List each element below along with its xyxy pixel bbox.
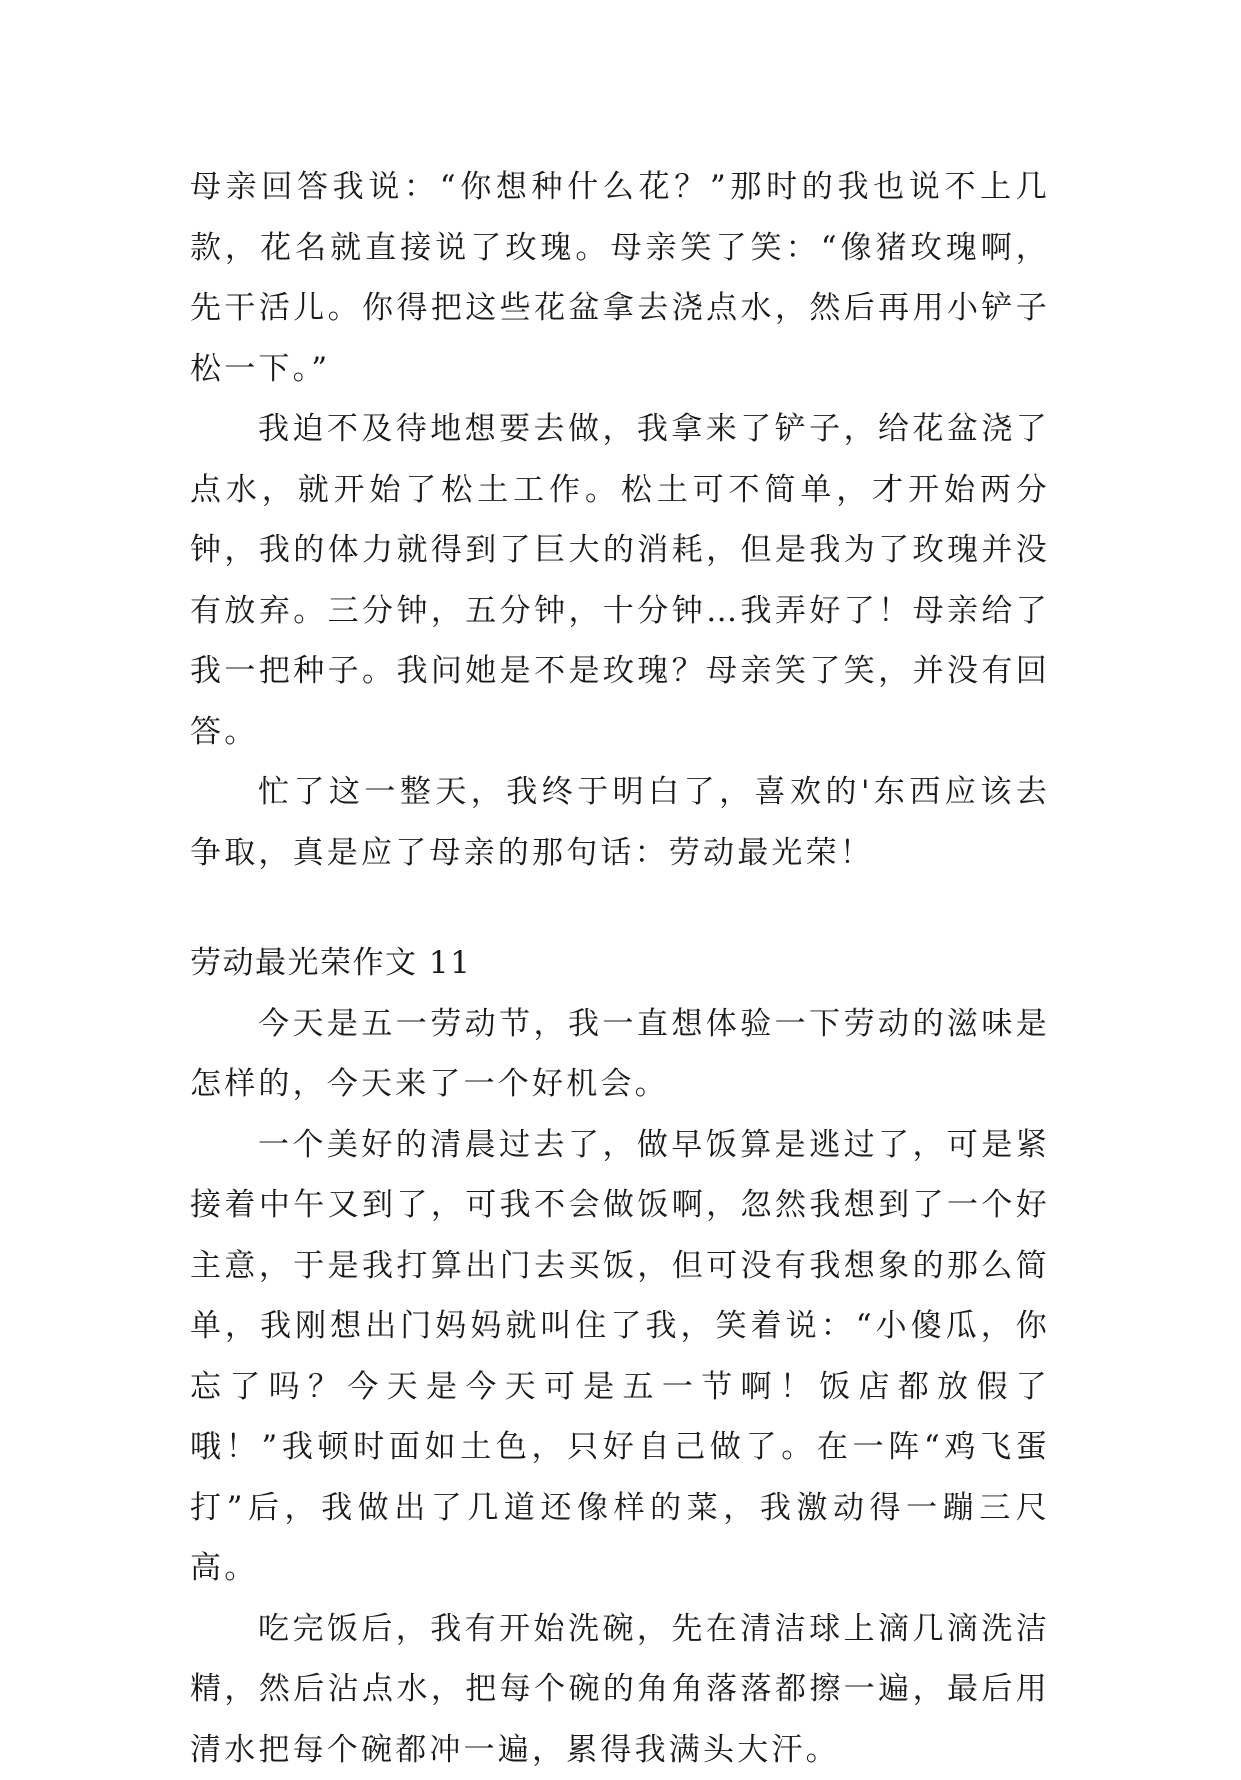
paragraph-5: 一个美好的清晨过去了，做早饭算是逃过了，可是紧接着中午又到了，可我不会做饭啊，忽然我想到了一个好主意，于是我打算出门去买饭，但可没有我想象的那么简单，我刚想出门妈妈就叫住了我，笑着说：“小傻瓜，你忘了吗？今天是今天可是五一节啊！饭店都放假了哦！”我顿时面如土色，只好自己做了。在一阵“鸡飞蛋打”后，我做出了几道还像样的菜，我激动得一蹦三尺高。 bbox=[190, 1115, 1050, 1599]
paragraph-3: 忙了这一整天，我终于明白了，喜欢的'东西应该去争取，真是应了母亲的那句话：劳动最光荣！ bbox=[190, 762, 1050, 883]
paragraph-1: 母亲回答我说：“你想种什么花？”那时的我也说不上几款，花名就直接说了玫瑰。母亲笑了笑：“像猪玫瑰啊，先干活儿。你得把这些花盆拿去浇点水，然后再用小铲子松一下。” bbox=[190, 157, 1050, 399]
section-title: 劳动最光荣作文 11 bbox=[190, 933, 1050, 994]
paragraph-6: 吃完饭后，我有开始洗碗，先在清洁球上滴几滴洗洁精，然后沾点水，把每个碗的角角落落都擦一遍，最后用清水把每个碗都冲一遍，累得我满头大汗。 bbox=[190, 1599, 1050, 1780]
paragraph-4: 今天是五一劳动节，我一直想体验一下劳动的滋味是怎样的，今天来了一个好机会。 bbox=[190, 994, 1050, 1115]
paragraph-2: 我迫不及待地想要去做，我拿来了铲子，给花盆浇了点水，就开始了松土工作。松土可不简单，才开始两分钟，我的体力就得到了巨大的消耗，但是我为了玫瑰并没有放弃。三分钟，五分钟，十分钟…我弄好了！母亲给了我一把种子。我问她是不是玫瑰？母亲笑了笑，并没有回答。 bbox=[190, 399, 1050, 762]
document-body bbox=[190, 157, 1050, 1780]
